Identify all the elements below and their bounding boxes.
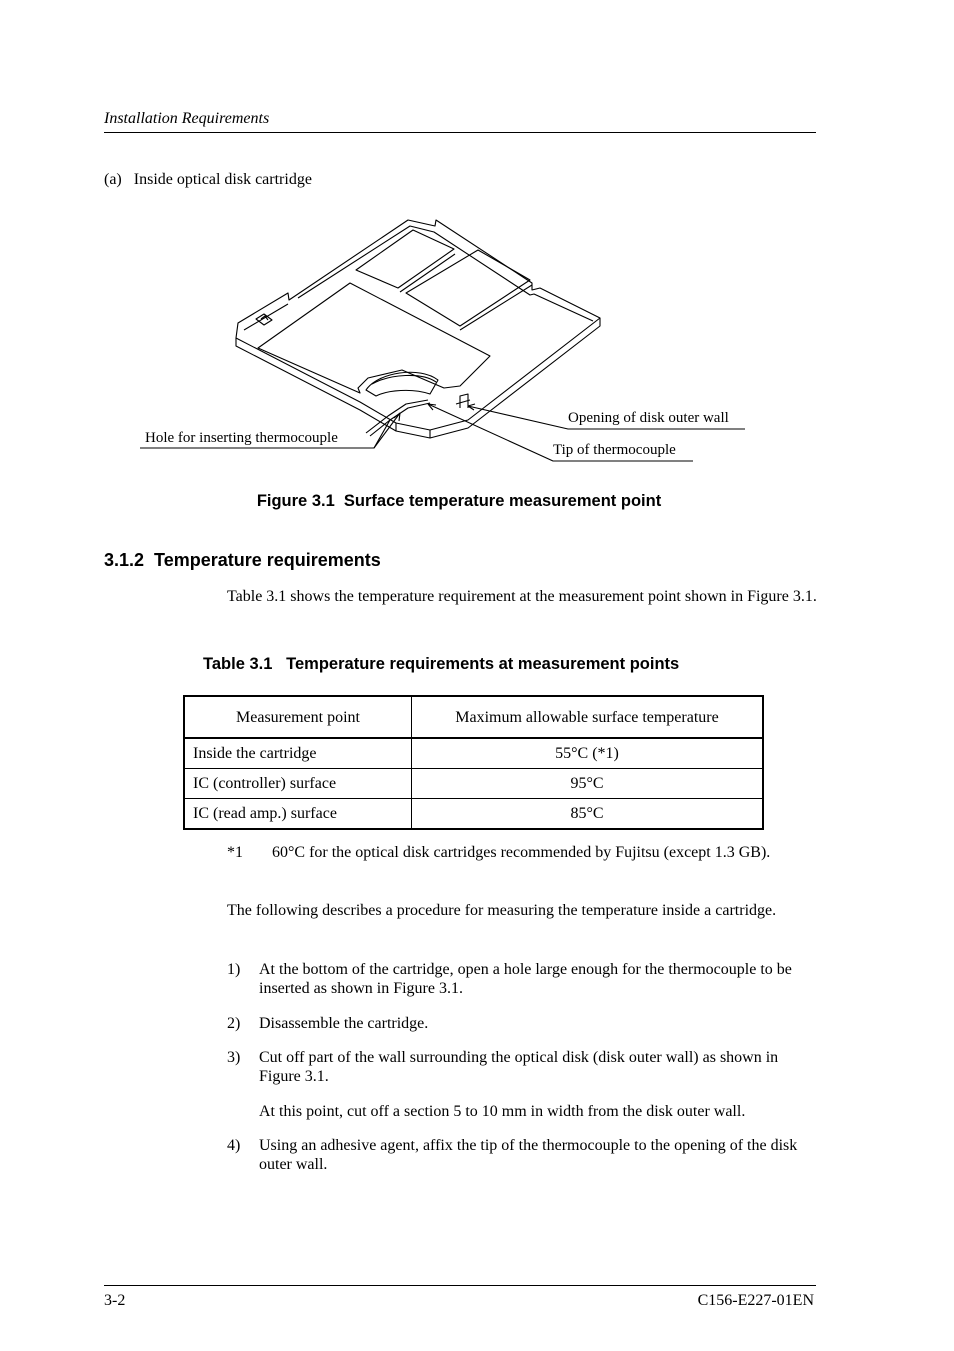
step-text: At the bottom of the cartridge, open a hole large enough for the thermocouple to be inserted as shown in Figure 3.1.	[259, 961, 792, 997]
callout-hole-label: Hole for inserting thermocouple	[145, 430, 338, 446]
step-text: Disassemble the cartridge.	[259, 1015, 429, 1032]
table-header-row	[184, 696, 763, 738]
label-area	[258, 283, 490, 393]
table-cell: Inside the cartridge	[184, 738, 412, 769]
table-row	[184, 799, 763, 830]
footnote-text: 60°C for the optical disk cartridges recommended by Fujitsu (except 1.3 GB).	[272, 844, 771, 861]
running-header: Installation Requirements	[104, 110, 270, 127]
intro-paragraph: Table 3.1 shows the temperature requirement at the measurement point shown in Figure 3.1.	[227, 588, 817, 605]
table-row	[184, 738, 763, 769]
procedure-intro: The following describes a procedure for measuring the temperature inside a cartridge.	[227, 902, 777, 919]
table-row	[184, 769, 763, 799]
table-cell: IC (read amp.) surface	[184, 799, 412, 830]
table-caption: Table 3.1 Temperature requirements at measurement points	[203, 655, 680, 673]
page-number: 3-2	[104, 1292, 126, 1309]
figure-caption: Figure 3.1 Surface temperature measurement point	[256, 492, 662, 510]
callout-tip-label: Tip of thermocouple	[553, 442, 676, 458]
cartridge-figure	[138, 208, 750, 468]
step-text: Using an adhesive agent, affix the tip of the thermocouple to the opening of the disk outer wall.	[259, 1137, 798, 1173]
step-number: 3)	[227, 1049, 241, 1066]
table-cell: 55°C (*1)	[412, 738, 764, 769]
shutter-window	[356, 230, 454, 288]
callout-opening-label: Opening of disk outer wall	[568, 410, 729, 426]
step-number: 2)	[227, 1015, 241, 1032]
table-cell: 95°C	[412, 769, 764, 799]
cartridge-side	[236, 318, 600, 438]
document-code: C156-E227-01EN	[697, 1292, 814, 1309]
footnote-mark: *1	[227, 844, 243, 861]
step-note: At this point, cut off a section 5 to 10 mm in width from the disk outer wall.	[259, 1103, 746, 1120]
table-cell: 85°C	[412, 799, 764, 830]
step-text: Cut off part of the wall surrounding the optical disk (disk outer wall) as shown in Figure 3.1.	[259, 1049, 779, 1085]
thermocouple-wire	[366, 400, 430, 436]
subsection-label: (a) Inside optical disk cartridge	[104, 171, 312, 188]
table-cell: IC (controller) surface	[184, 769, 412, 799]
section-heading: 3.1.2 Temperature requirements	[104, 550, 381, 570]
step-number: 1)	[227, 961, 241, 978]
column-header: Measurement point	[184, 696, 412, 738]
footer-rule	[104, 1285, 816, 1286]
shutter-window-2	[406, 250, 530, 326]
step-number: 4)	[227, 1137, 241, 1154]
write-protect-tab	[256, 314, 272, 325]
column-header: Maximum allowable surface temperature	[412, 696, 764, 738]
header-rule	[104, 132, 816, 133]
temperature-table	[183, 695, 764, 830]
